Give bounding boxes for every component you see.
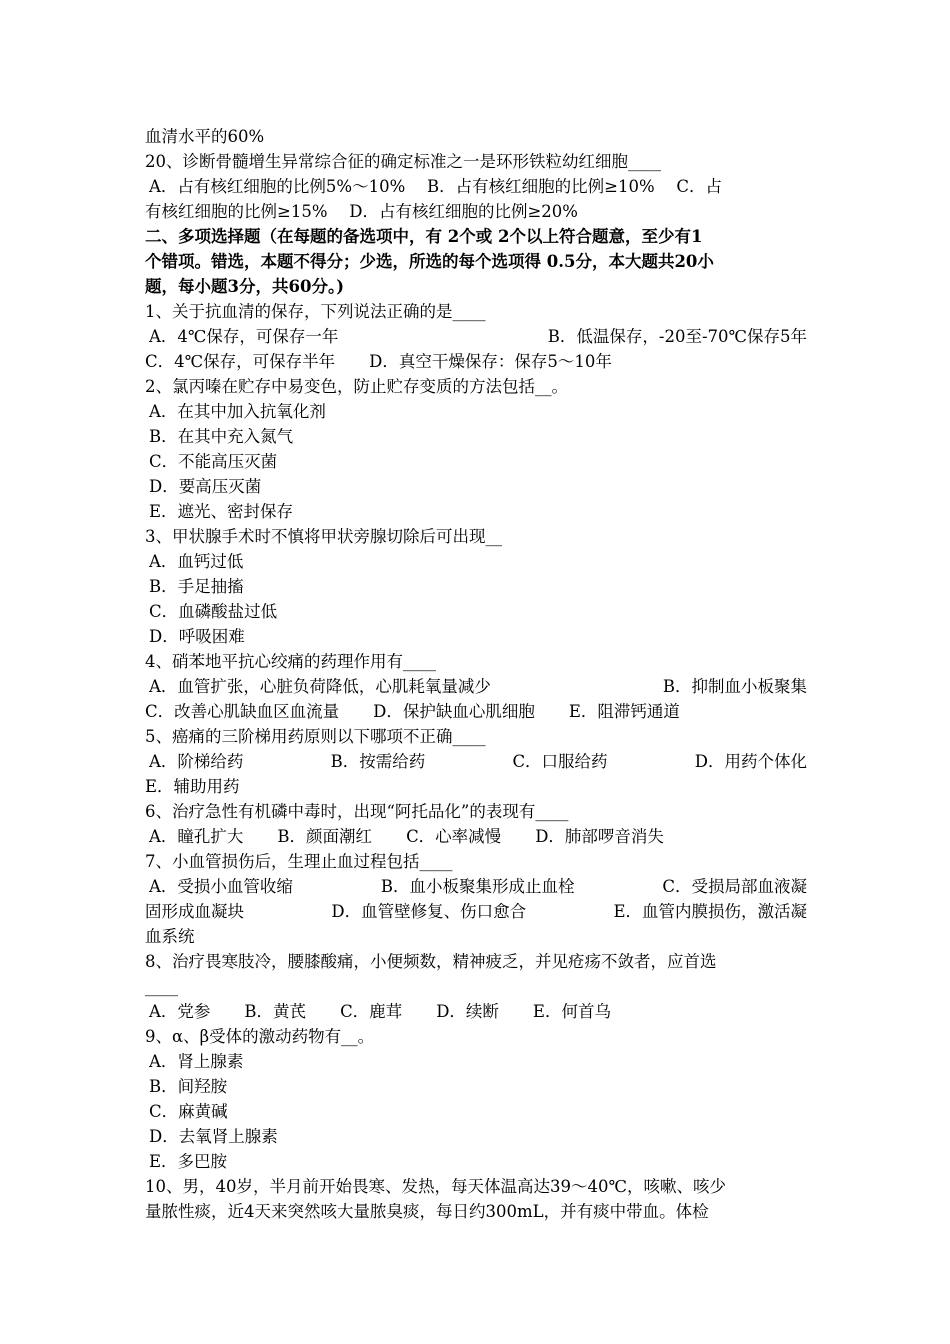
option-text: D．用药个体化 bbox=[694, 752, 807, 771]
option-text: C．4℃保存，可保存半年 bbox=[145, 352, 336, 371]
document-page bbox=[145, 124, 807, 1224]
text-line: B．间羟胺 bbox=[149, 1077, 228, 1096]
option-text: 固形成血凝块 bbox=[145, 902, 244, 921]
text-line bbox=[145, 699, 807, 724]
text-line: C．血磷酸盐过低 bbox=[149, 602, 278, 621]
option-text: B．按需给药 bbox=[330, 752, 426, 771]
option-text: A．瞳孔扩大 bbox=[149, 827, 244, 846]
text-line: E．辅助用药 bbox=[145, 777, 240, 796]
text-line: 5、癌痛的三阶梯用药原则以下哪项不正确____ bbox=[145, 727, 486, 746]
option-text: A．血管扩张，心脏负荷降低，心肌耗氧量减少 bbox=[149, 677, 491, 696]
text-line: 二、多项选择题（在每题的备选项中，有 2个或 2个以上符合题意，至少有1 bbox=[145, 227, 703, 246]
option-text: A．阶梯给药 bbox=[149, 752, 244, 771]
text-line: 1、关于抗血清的保存，下列说法正确的是____ bbox=[145, 302, 486, 321]
option-text: D．保护缺血心肌细胞 bbox=[373, 702, 535, 721]
text-line: E．多巴胺 bbox=[149, 1152, 228, 1171]
option-text: B．抑制血小板聚集 bbox=[662, 677, 807, 696]
text-line: A．血钙过低 bbox=[149, 552, 244, 571]
option-text: B．黄芪 bbox=[244, 1002, 307, 1021]
text-line: C．麻黄碱 bbox=[149, 1102, 228, 1121]
option-text: A．4℃保存，可保存一年 bbox=[149, 327, 339, 346]
text-line: A．肾上腺素 bbox=[149, 1052, 244, 1071]
option-text: D．续断 bbox=[436, 1002, 499, 1021]
text-line: 9、α、β受体的激动药物有__。 bbox=[145, 1027, 375, 1046]
option-text: C．改善心肌缺血区血流量 bbox=[145, 702, 340, 721]
text-line: 3、甲状腺手术时不慎将甲状旁腺切除后可出现__ bbox=[145, 527, 502, 546]
text-line bbox=[145, 674, 807, 699]
text-line bbox=[145, 874, 807, 899]
option-text: A．受损小血管收缩 bbox=[149, 877, 293, 896]
text-line: 20、诊断骨髓增生异常综合征的确定标准之一是环形铁粒幼红细胞____ bbox=[145, 152, 661, 171]
text-line: 6、治疗急性有机磷中毒时，出现“阿托品化”的表现有____ bbox=[145, 802, 569, 821]
text-line bbox=[145, 824, 807, 849]
text-line: 个错项。错选，本题不得分；少选，所选的每个选项得 0.5分，本大题共20小 bbox=[145, 252, 714, 271]
text-line: 7、小血管损伤后，生理止血过程包括____ bbox=[145, 852, 453, 871]
text-line: A．在其中加入抗氧化剂 bbox=[149, 402, 326, 421]
option-text: E．血管内膜损伤，激活凝 bbox=[613, 902, 807, 921]
option-text: C．鹿茸 bbox=[340, 1002, 403, 1021]
option-text: D．肺部啰音消失 bbox=[535, 827, 664, 846]
text-line: 8、治疗畏寒肢冷，腰膝酸痛，小便频数，精神疲乏，并见疮疡不敛者，应首选 bbox=[145, 952, 717, 971]
text-line: 4、硝苯地平抗心绞痛的药理作用有____ bbox=[145, 652, 436, 671]
text-line: D．要高压灭菌 bbox=[149, 477, 262, 496]
option-text: B．颜面潮红 bbox=[277, 827, 373, 846]
text-line: ____ bbox=[145, 977, 178, 996]
text-line: 10、男，40岁，半月前开始畏寒、发热，每天体温高达39～40℃，咳嗽、咳少 bbox=[145, 1177, 726, 1196]
option-text: E．何首乌 bbox=[532, 1002, 611, 1021]
option-text: E．阻滞钙通道 bbox=[568, 702, 680, 721]
text-line bbox=[145, 349, 807, 374]
text-line bbox=[145, 899, 807, 924]
text-line: 血系统 bbox=[145, 927, 195, 946]
text-line: 量脓性痰，近4天来突然咳大量脓臭痰，每日约300mL，并有痰中带血。体检 bbox=[145, 1202, 709, 1221]
option-text: D．血管壁修复、伤口愈合 bbox=[331, 902, 527, 921]
text-line: 题，每小题3分，共60分。) bbox=[145, 277, 344, 296]
option-text: B．低温保存，-20至-70℃保存5年 bbox=[547, 327, 807, 346]
text-line bbox=[145, 749, 807, 774]
option-text: D．真空干燥保存：保存5～10年 bbox=[369, 352, 612, 371]
text-line: D．去氧肾上腺素 bbox=[149, 1127, 278, 1146]
text-line bbox=[145, 324, 807, 349]
option-text: C．受损局部血液凝 bbox=[662, 877, 807, 896]
text-line: D．呼吸困难 bbox=[149, 627, 245, 646]
text-line bbox=[145, 999, 807, 1024]
option-text: A．党参 bbox=[149, 1002, 211, 1021]
text-line: 血清水平的60% bbox=[145, 127, 265, 146]
option-text: C．心率减慢 bbox=[406, 827, 502, 846]
text-line: 2、氯丙嗪在贮存中易变色，防止贮存变质的方法包括__。 bbox=[145, 377, 568, 396]
text-line: B．手足抽搐 bbox=[149, 577, 244, 596]
text-line: B．在其中充入氮气 bbox=[149, 427, 294, 446]
text-line: C．不能高压灭菌 bbox=[149, 452, 278, 471]
option-text: C．口服给药 bbox=[512, 752, 608, 771]
option-text: B．血小板聚集形成止血栓 bbox=[380, 877, 575, 896]
text-line: E．遮光、密封保存 bbox=[149, 502, 294, 521]
text-line: 有核红细胞的比例≥15% D．占有核红细胞的比例≥20% bbox=[145, 202, 578, 221]
text-line: A．占有核红细胞的比例5%～10% B．占有核红细胞的比例≥10% C．占 bbox=[149, 177, 723, 196]
